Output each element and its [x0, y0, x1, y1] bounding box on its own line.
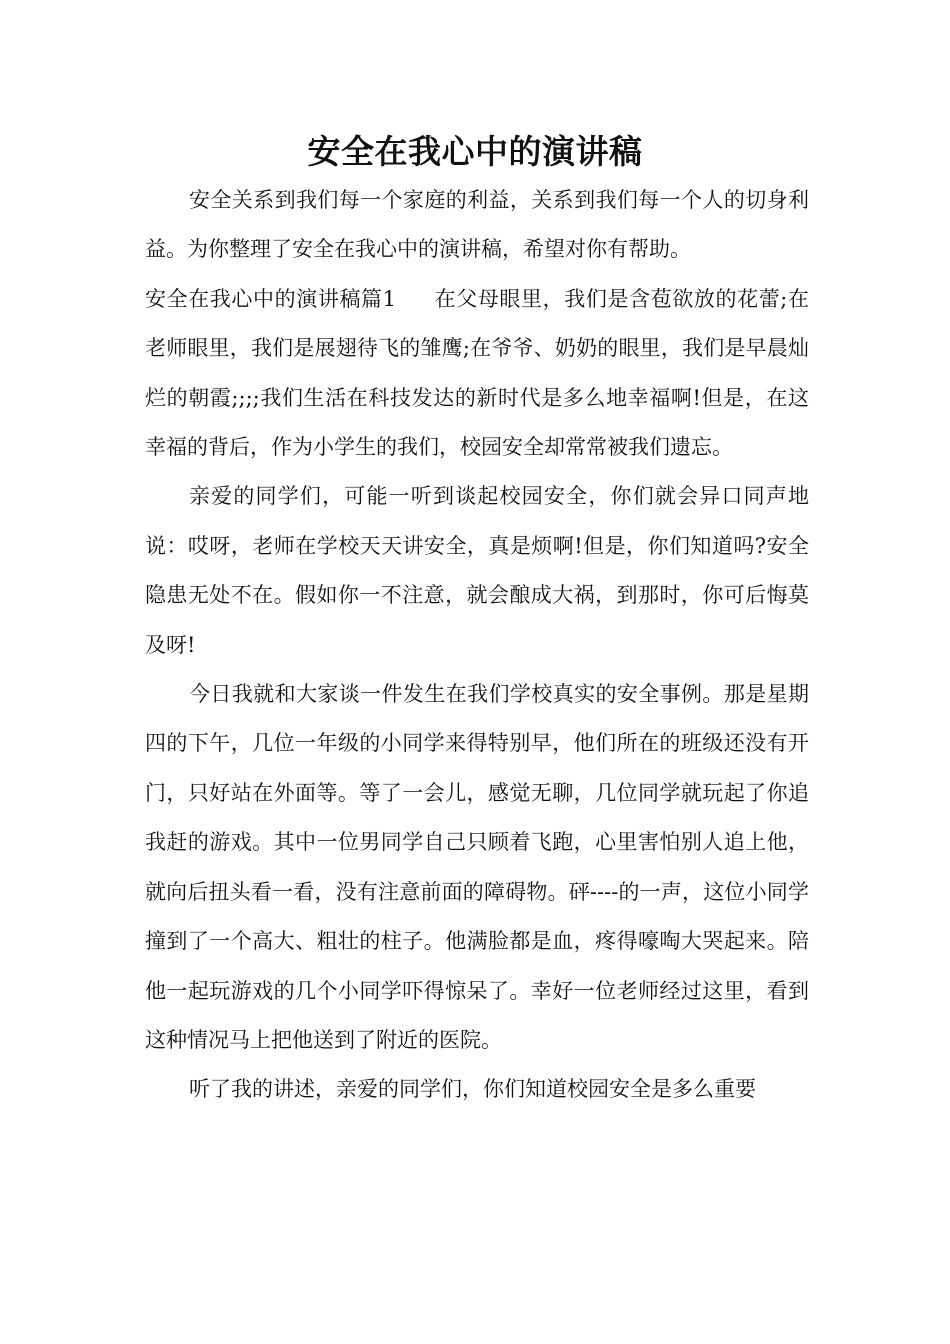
section-paragraph-1 [145, 275, 809, 473]
paragraph-3: 今日我就和大家谈一件发生在我们学校真实的安全事例。那是星期四的下午，几位一年级的小同学来得特别早，他们所在的班级还没有开门，只好站在外面等。等了一会儿，感觉无聊，几位同学就玩起了你追我赶的游戏。其中一位男同学自己只顾着飞跑，心里害怕别人追上他，就向后扭头看一看，没有注意前面的障碍物。砰----的一声，这位小同学撞到了一个高大、粗壮的柱子。他满脸都是血，疼得嚎啕大哭起来。陪他一起玩游戏的几个小同学吓得惊呆了。幸好一位老师经过这里，看到这种情况马上把他送到了附近的医院。 [145, 682, 809, 1052]
paragraph-1-text: 在父母眼里，我们是含苞欲放的花蕾;在老师眼里，我们是展翅待飞的雏鹰;在爷爷、奶奶的眼里，我们是早晨灿烂的朝霞;;;;我们生活在科技发达的新时代是多么地幸福啊!但是，在这幸福的背后，作为小学生的我们，校园安全却常常被我们遗忘。 [145, 286, 809, 460]
document-title: 安全在我心中的演讲稿 [307, 132, 643, 171]
intro-paragraph: 安全关系到我们每一个家庭的利益，关系到我们每一个人的切身利益。为你整理了安全在我心中的演讲稿，希望对你有帮助。 [145, 188, 809, 262]
section-heading: 安全在我心中的演讲稿篇1 [145, 286, 397, 311]
paragraph-2: 亲爱的同学们，可能一听到谈起校园安全，你们就会异口同声地说：哎呀，老师在学校天天讲安全，真是烦啊!但是，你们知道吗?安全隐患无处不在。假如你一不注意，就会酿成大祸，到那时，你可后悔莫及呀! [145, 484, 809, 657]
paragraph-4: 听了我的讲述，亲爱的同学们，你们知道校园安全是多么重要 [189, 1077, 756, 1102]
document-body [145, 176, 809, 1115]
